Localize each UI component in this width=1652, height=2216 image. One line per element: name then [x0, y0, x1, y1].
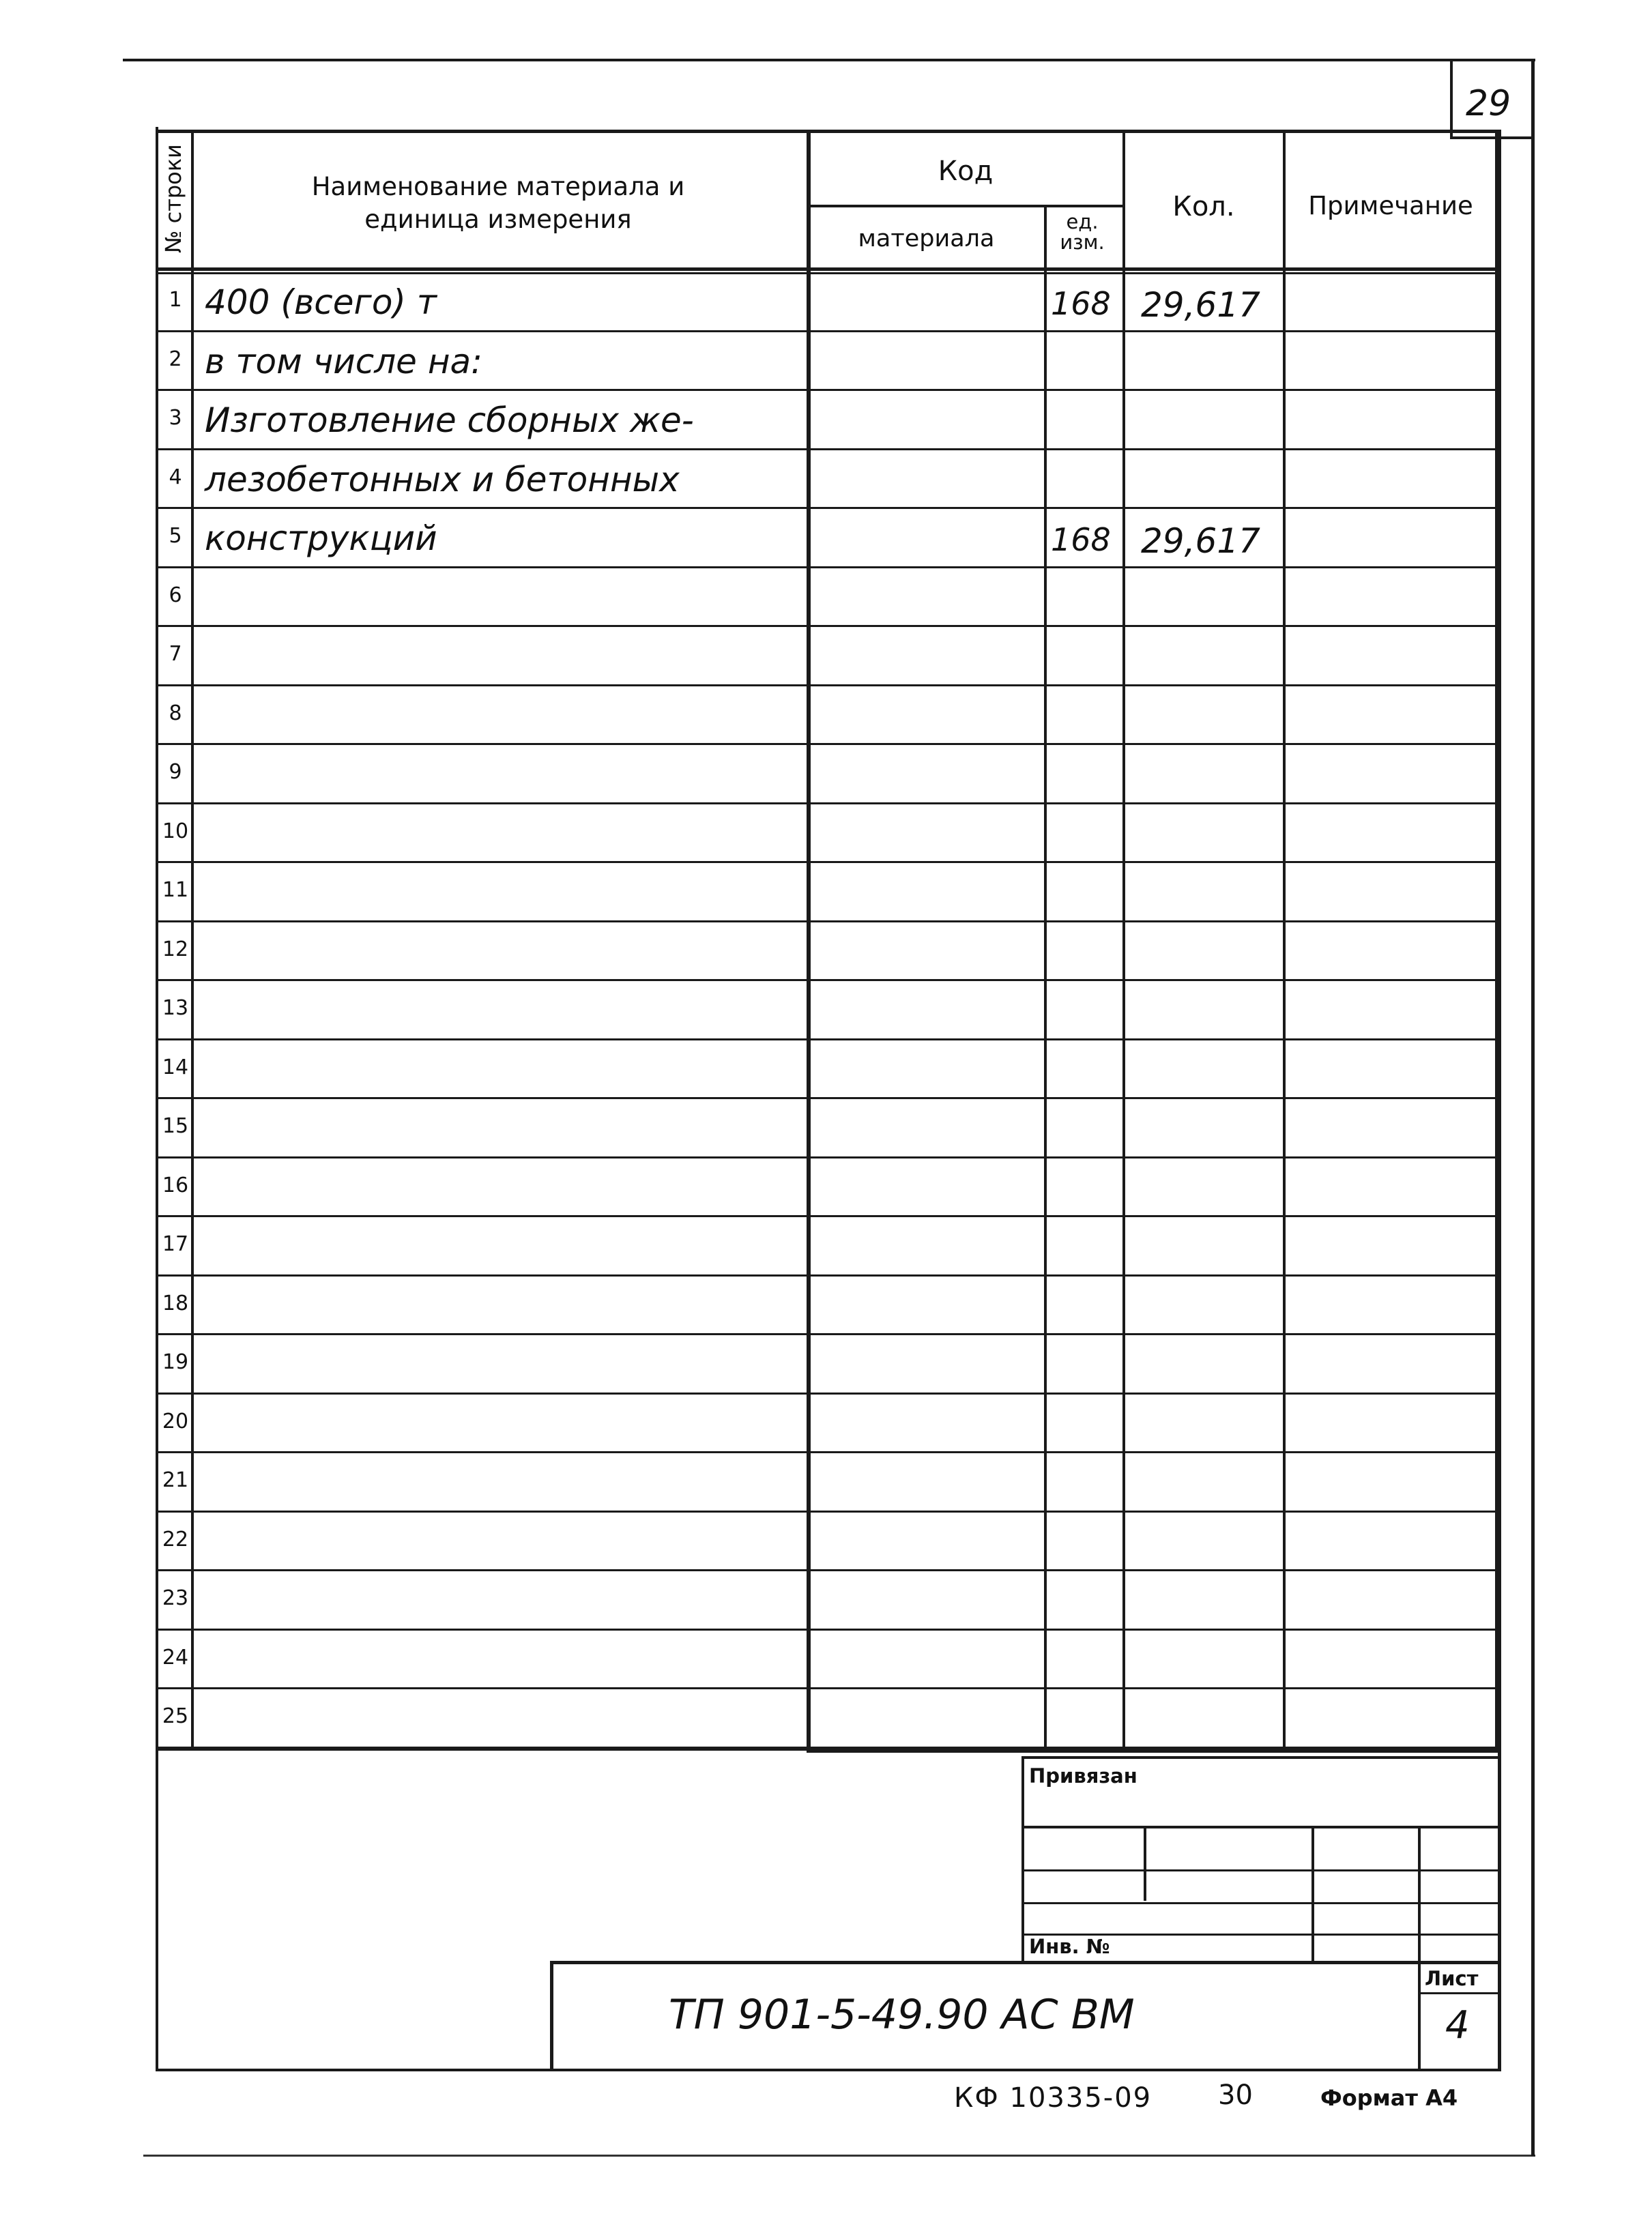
row-rule: [156, 1333, 1499, 1335]
sheet-label: Лист: [1425, 1967, 1479, 1990]
row-rule: [156, 389, 1499, 391]
row-rule: [156, 507, 1499, 509]
row-rule: [156, 330, 1499, 332]
row-rule: [156, 1687, 1499, 1689]
row-number: 25: [162, 1704, 189, 1728]
footer-format: Формат А4: [1320, 2085, 1458, 2111]
table-bottom-rule-left: [156, 1749, 807, 1751]
designation-left-rule: [550, 1961, 553, 2070]
row-number: 10: [162, 819, 189, 843]
footer-code: КФ 10335-09: [954, 2082, 1153, 2114]
col-rule-material: [1044, 205, 1047, 1749]
row-rule: [156, 566, 1499, 568]
table-right-rule: [1495, 130, 1499, 1750]
sheet-corner-number: 29: [1466, 83, 1511, 124]
row-rule: [156, 1156, 1499, 1158]
row-number: 2: [169, 347, 182, 371]
row-number: 18: [162, 1291, 189, 1315]
quantity-header: Кол.: [1172, 191, 1235, 222]
code-subheader-rule: [807, 205, 1122, 207]
col-rule-qty: [1283, 130, 1286, 1749]
page-bottom-dash: [143, 2155, 1535, 2157]
stamp-col-3: [1418, 1826, 1421, 1961]
row-material-name: конструкций: [205, 519, 437, 558]
sheet-number: 4: [1445, 2003, 1470, 2047]
row-rule: [156, 861, 1499, 863]
row-rule: [156, 1097, 1499, 1099]
row-unit-code: 168: [1051, 285, 1111, 322]
row-number: 23: [162, 1586, 189, 1610]
row-number: 14: [162, 1055, 189, 1079]
designation-top-rule: [550, 1961, 1499, 1964]
row-rule: [156, 1629, 1499, 1631]
row-rule: [156, 979, 1499, 981]
page-right-border: [1531, 59, 1535, 2156]
row-number: 20: [162, 1409, 189, 1433]
row-number: 19: [162, 1350, 189, 1374]
row-number: 12: [162, 937, 189, 961]
row-number: 24: [162, 1645, 189, 1670]
row-number: 22: [162, 1527, 189, 1551]
row-number-header: [156, 127, 191, 270]
row-rule: [156, 448, 1499, 450]
footer-number: 30: [1218, 2080, 1253, 2111]
inventory-number-label: Инв. №: [1029, 1935, 1110, 1958]
row-number: 3: [169, 406, 182, 430]
row-rule: [156, 684, 1499, 686]
corner-box-bottom: [1450, 136, 1532, 139]
col-rule-unit: [1122, 130, 1125, 1749]
row-number: 4: [169, 465, 182, 489]
document-designation: ТП 901-5-49.90 АС ВМ: [669, 1991, 1135, 2039]
row-rule: [156, 1569, 1499, 1571]
name-column-header: Наименование материала и единица измерения: [311, 172, 685, 234]
row-rule: [156, 1747, 1499, 1749]
code-unit-header: ед. изм.: [1060, 210, 1105, 254]
stamp-line-3: [1021, 1902, 1499, 1904]
row-unit-code: 168: [1051, 521, 1111, 558]
col-rule-name: [807, 130, 811, 1750]
stamp-col-2: [1312, 1826, 1314, 1961]
row-number: 7: [169, 642, 182, 666]
sheet-box-left: [1418, 1961, 1421, 2070]
row-rule: [156, 1511, 1499, 1513]
row-rule: [156, 1451, 1499, 1453]
row-number: 6: [169, 583, 182, 607]
row-rule: [156, 1393, 1499, 1395]
row-number: 8: [169, 701, 182, 725]
row-quantity: 29,617: [1141, 521, 1260, 561]
header-bottom-rule: [156, 267, 1499, 271]
row-number: 16: [162, 1173, 189, 1197]
note-header: Примечание: [1308, 191, 1473, 220]
row-material-name: Изготовление сборных же-: [205, 400, 694, 440]
row-number: 9: [169, 760, 182, 784]
row-number: 21: [162, 1468, 189, 1492]
bound-label: Привязан: [1029, 1764, 1137, 1788]
row-rule: [156, 1274, 1499, 1277]
row-rule: [156, 802, 1499, 804]
row-material-name: лезобетонных и бетонных: [205, 459, 680, 499]
table-bottom-rule: [807, 1749, 1499, 1753]
row-rule: [156, 743, 1499, 745]
corner-box-left: [1450, 59, 1453, 138]
row-number: 1: [169, 288, 182, 312]
row-number: 17: [162, 1232, 189, 1256]
row-rule: [156, 625, 1499, 627]
row-quantity: 29,617: [1141, 285, 1260, 325]
row-number: 5: [169, 524, 182, 548]
code-column-header: Код: [938, 156, 994, 187]
row-rule: [156, 920, 1499, 922]
stamp-left-rule: [1021, 1756, 1024, 1961]
sheet-box-mid: [1418, 1992, 1499, 1994]
row-material-name: в том числе на:: [205, 341, 483, 381]
code-material-header: материала: [858, 225, 995, 252]
page-top-border: [123, 59, 1535, 61]
table-top-rule: [156, 130, 1499, 133]
row-rule: [156, 1215, 1499, 1217]
stamp-line-2: [1021, 1869, 1499, 1871]
row-rule: [156, 1038, 1499, 1040]
row-number-header-text: № строки: [160, 144, 187, 253]
row-material-name: 400 (всего) т: [205, 282, 437, 322]
stamp-col-1: [1144, 1826, 1146, 1901]
page-frame-bottom: [156, 2069, 1500, 2071]
row-number: 15: [162, 1114, 189, 1138]
stamp-top-rule: [1021, 1756, 1499, 1759]
header-bottom-rule-2: [156, 272, 1499, 274]
row-number: 11: [162, 878, 189, 902]
row-number: 13: [162, 996, 189, 1020]
stamp-line-1: [1021, 1826, 1499, 1828]
